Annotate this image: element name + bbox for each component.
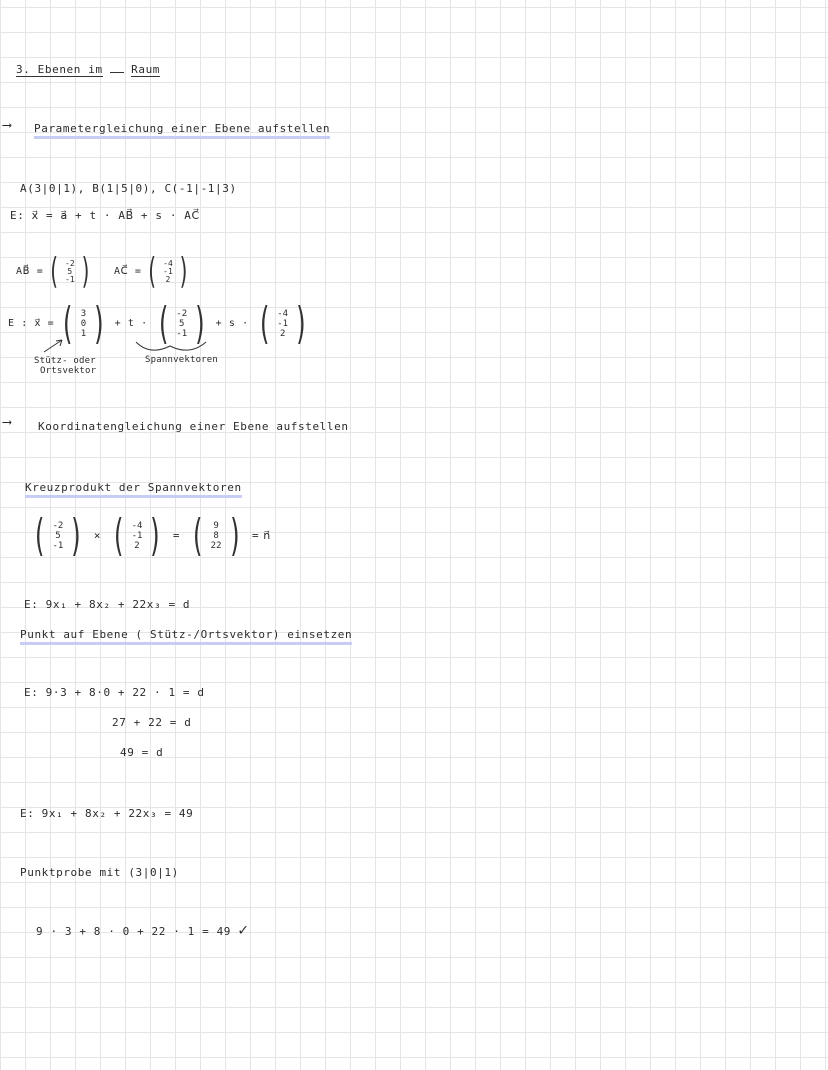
title-part-2: Raum [131, 63, 161, 76]
point-check-title: Punktprobe mit (3|0|1) [20, 866, 179, 879]
parameter-equation: E : x⃗ = ( 3 0 1 ) + t · ( -2 5 -1 ) + s · ( -4 -1 2 ) [8, 298, 309, 349]
span-vector-2: -4 -1 2 [277, 309, 289, 339]
label-span: Spannvektoren [145, 355, 219, 365]
ab-components: -2 5 -1 [65, 259, 75, 284]
vector-ab: AB⃗ = ( -2 5 -1 ) [16, 251, 92, 292]
arrow-right-icon: ⟶ [3, 118, 11, 133]
calc-line-1: E: 9·3 + 8·0 + 22 · 1 = d [24, 686, 205, 699]
cross-product-title: Kreuzprodukt der Spannvektoren [25, 481, 242, 498]
section-heading-parameter: Parametergleichung einer Ebene aufstellen [34, 122, 330, 139]
label-support-1: Stütz- oder [34, 356, 96, 366]
cross-v2: -4 -1 2 [131, 521, 143, 551]
arrow-right-icon-2: ⟶ [3, 415, 11, 430]
point-check-calc: 9 · 3 + 8 · 0 + 22 · 1 = 49 ✓ [36, 920, 249, 939]
calc-line-3: 49 = d [120, 746, 164, 759]
cross-v1: -2 5 -1 [52, 521, 64, 551]
title-part-1: 3. Ebenen im [16, 63, 103, 76]
final-equation: E: 9x₁ + 8x₂ + 22x₃ = 49 [20, 807, 194, 820]
parameter-form: E: x⃗ = a⃗ + t · AB⃗ + s · AC⃗ [10, 209, 200, 222]
span-brace [136, 342, 206, 350]
ab-label: AB⃗ = [16, 266, 44, 277]
section-heading-coordinate: Koordinatengleichung einer Ebene aufstellen [38, 420, 349, 433]
normal-vector: 9 8 22 [210, 521, 222, 551]
check-mark-icon: ✓ [238, 920, 249, 939]
support-pointer [44, 340, 62, 352]
label-support-2: Ortsvektor [40, 366, 97, 376]
insert-instruction: Punkt auf Ebene ( Stütz-/Ortsvektor) einsetzen [20, 628, 352, 645]
span-vector-1: -2 5 -1 [176, 309, 188, 339]
normal-label: n⃗ [263, 529, 271, 542]
vector-ac: AC⃗ = ( -4 -1 2 ) [114, 251, 190, 292]
calc-line-2: 27 + 22 = d [112, 716, 192, 729]
ac-components: -4 -1 2 [163, 259, 173, 284]
cross-product-equation: ( -2 5 -1 ) × ( -4 -1 2 ) = ( 9 8 22 ) = n⃗ [31, 510, 271, 561]
ac-label: AC⃗ = [114, 266, 142, 277]
support-vector: 3 0 1 [80, 309, 87, 339]
points-line: A(3|0|1), B(1|5|0), C(-1|-1|3) [20, 182, 237, 195]
coordinate-form: E: 9x₁ + 8x₂ + 22x₃ = d [24, 598, 191, 611]
